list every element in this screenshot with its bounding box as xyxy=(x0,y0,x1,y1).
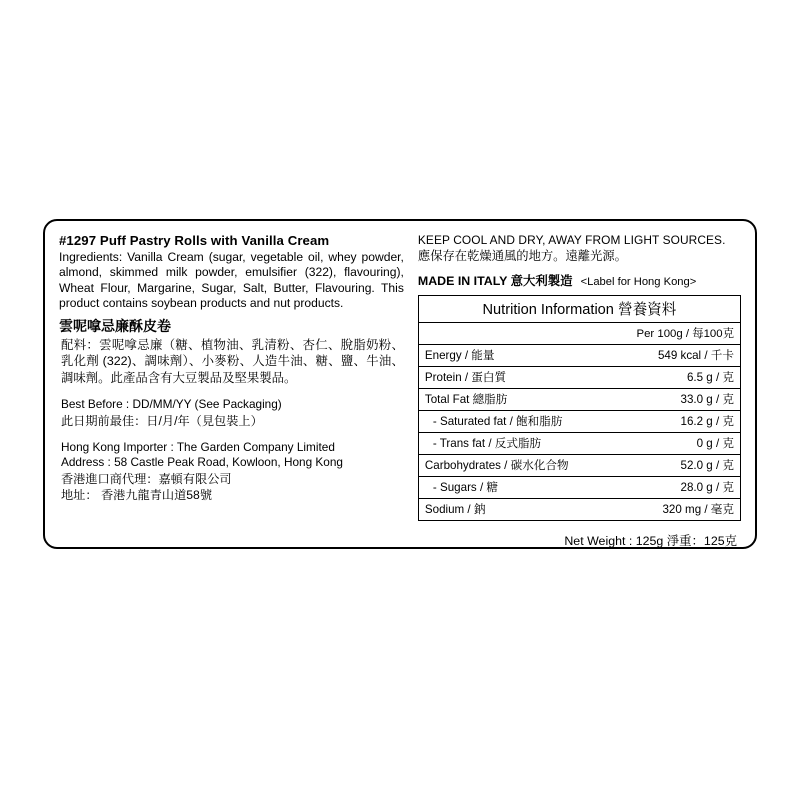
nutrition-row-name: Protein / 蛋白質 xyxy=(418,366,624,388)
nutrition-row-name: Total Fat 總脂肪 xyxy=(418,388,624,410)
nutrition-table-header xyxy=(418,295,740,322)
nutrition-row-value: 6.5 g / 克 xyxy=(624,366,741,388)
nutrition-table-body xyxy=(418,295,740,344)
made-in-row xyxy=(418,271,741,289)
storage-instructions-en: KEEP COOL AND DRY, AWAY FROM LIGHT SOURCES. xyxy=(417,233,726,247)
nutrition-row-value: 549 kcal / 千卡 xyxy=(624,344,741,366)
nutrition-row-value: 0 g / 克 xyxy=(624,432,741,454)
nutrition-row-value: 28.0 g / 克 xyxy=(624,476,741,498)
nutrition-row-name: - Trans fat / 反式脂肪 xyxy=(418,432,624,454)
address-zh: 地址： 香港九龍青山道58號 xyxy=(61,488,213,503)
address-en: Address : 58 Castle Peak Road, Kowloon, Hong Kong xyxy=(61,455,343,470)
ingredients-en: Ingredients: Vanilla Cream (sugar, vegetable oil, whey powder, almond, skimmed milk powder, emulsifier (322), flavouring), Wheat Flour, Margarine, Sugar, Salt, Butter, Flavouring. This product contains soybean products and nut products. xyxy=(59,250,404,310)
label-region-note: <Label for Hong Kong> xyxy=(580,275,697,288)
nutrition-row xyxy=(418,388,740,410)
nutrition-row xyxy=(418,454,740,476)
storage-instructions-zh: 應保存在乾燥通風的地方。遠離光源。 xyxy=(417,249,627,264)
nutrition-row-value: 52.0 g / 克 xyxy=(624,454,741,476)
nutrition-row-name: - Sugars / 糖 xyxy=(418,476,624,498)
nutrition-row-name: Sodium / 鈉 xyxy=(418,498,624,520)
nutrition-row xyxy=(418,366,740,388)
product-title-zh: 雲呢嗱忌廉酥皮卷 xyxy=(59,318,171,335)
ingredients-zh: 配料：雲呢嗱忌廉（糖、植物油、乳清粉、杏仁、脫脂奶粉、乳化劑 (322)、調味劑）、小麥粉、人造牛油、糖、鹽、牛油、調味劑。此產品含有大豆製品及堅果製品。 xyxy=(61,337,404,385)
importer-zh: 香港進口商代理：嘉頓有限公司 xyxy=(61,471,232,486)
made-in-text: MADE IN ITALY 意大利製造 xyxy=(417,273,573,288)
nutrition-title-en: Nutrition Information xyxy=(482,301,614,318)
nutrition-row-value: 33.0 g / 克 xyxy=(624,388,741,410)
nutrition-row-name: Energy / 能量 xyxy=(418,344,624,366)
best-before-zh: 此日期前最佳：日/月/年（見包裝上） xyxy=(61,413,263,428)
nutrition-per-column: Per 100g / 每100克 xyxy=(418,322,740,344)
nutrition-title-zh: 營養資料 xyxy=(617,301,677,318)
nutrition-row xyxy=(418,498,740,520)
spacer xyxy=(59,429,404,440)
nutrition-row xyxy=(418,344,740,366)
net-weight: Net Weight : 125g 淨重：125克 xyxy=(564,533,737,548)
nutrition-row-value: 16.2 g / 克 xyxy=(624,410,741,432)
label-right-column xyxy=(414,233,741,548)
nutrition-title-cell xyxy=(418,295,740,322)
spacer xyxy=(59,386,404,397)
nutrition-row-name: Carbohydrates / 碳水化合物 xyxy=(418,454,624,476)
nutrition-per-column-row xyxy=(418,322,740,344)
nutrition-row-value: 320 mg / 毫克 xyxy=(624,498,741,520)
product-title-en: #1297 Puff Pastry Rolls with Vanilla Cream xyxy=(59,233,330,248)
product-label xyxy=(43,219,757,549)
nutrition-row-name: - Saturated fat / 飽和脂肪 xyxy=(418,410,624,432)
nutrition-row xyxy=(418,476,740,498)
importer-en: Hong Kong Importer : The Garden Company Limited xyxy=(61,439,335,454)
nutrition-rows xyxy=(418,344,740,520)
best-before-en: Best Before : DD/MM/YY (See Packaging) xyxy=(61,396,282,411)
nutrition-row xyxy=(418,432,740,454)
nutrition-table xyxy=(418,295,741,521)
nutrition-row xyxy=(418,410,740,432)
label-left-column xyxy=(59,233,414,537)
